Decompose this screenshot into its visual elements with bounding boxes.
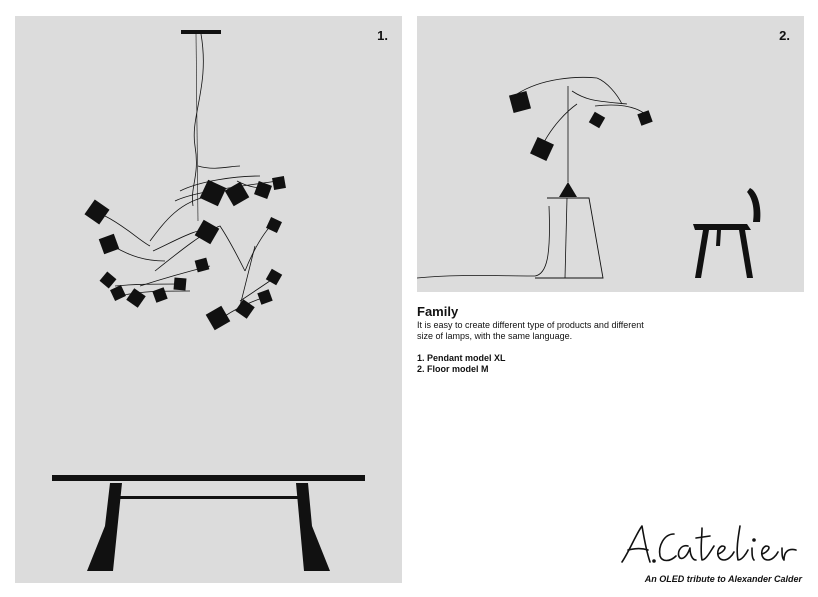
ceiling-canopy [181, 30, 221, 34]
brand-block [612, 520, 808, 590]
dining-table [52, 475, 365, 571]
oled-panels [84, 176, 285, 330]
lamp-base-pyramid [559, 182, 577, 197]
panel-floor-model [417, 16, 804, 292]
model-item-pendant: 1. Pendant model XL [417, 353, 506, 363]
panel-pendant-model [15, 16, 402, 583]
family-section [417, 304, 717, 375]
hanging-rod [196, 34, 198, 221]
family-description: It is easy to create different type of products and different size of lamps, with the same language. [417, 320, 644, 341]
model-item-floor: 2. Floor model M [417, 364, 489, 374]
floor-lamp-arms [517, 77, 645, 146]
panel-number: 1. [377, 28, 388, 43]
brand-tagline: An OLED tribute to Alexander Calder [644, 574, 802, 584]
panel-number: 2. [779, 28, 790, 43]
brand-logo [618, 520, 804, 568]
lamp-mast-lower [565, 198, 567, 278]
oled-panels [509, 91, 653, 161]
pendant-lamp-illustration [15, 16, 402, 583]
model-list [417, 353, 717, 375]
family-title: Family [417, 304, 459, 319]
floor-cable [417, 206, 549, 278]
floor-lamp-illustration [417, 16, 804, 292]
chair [693, 188, 760, 278]
suspension-wire [192, 34, 203, 206]
